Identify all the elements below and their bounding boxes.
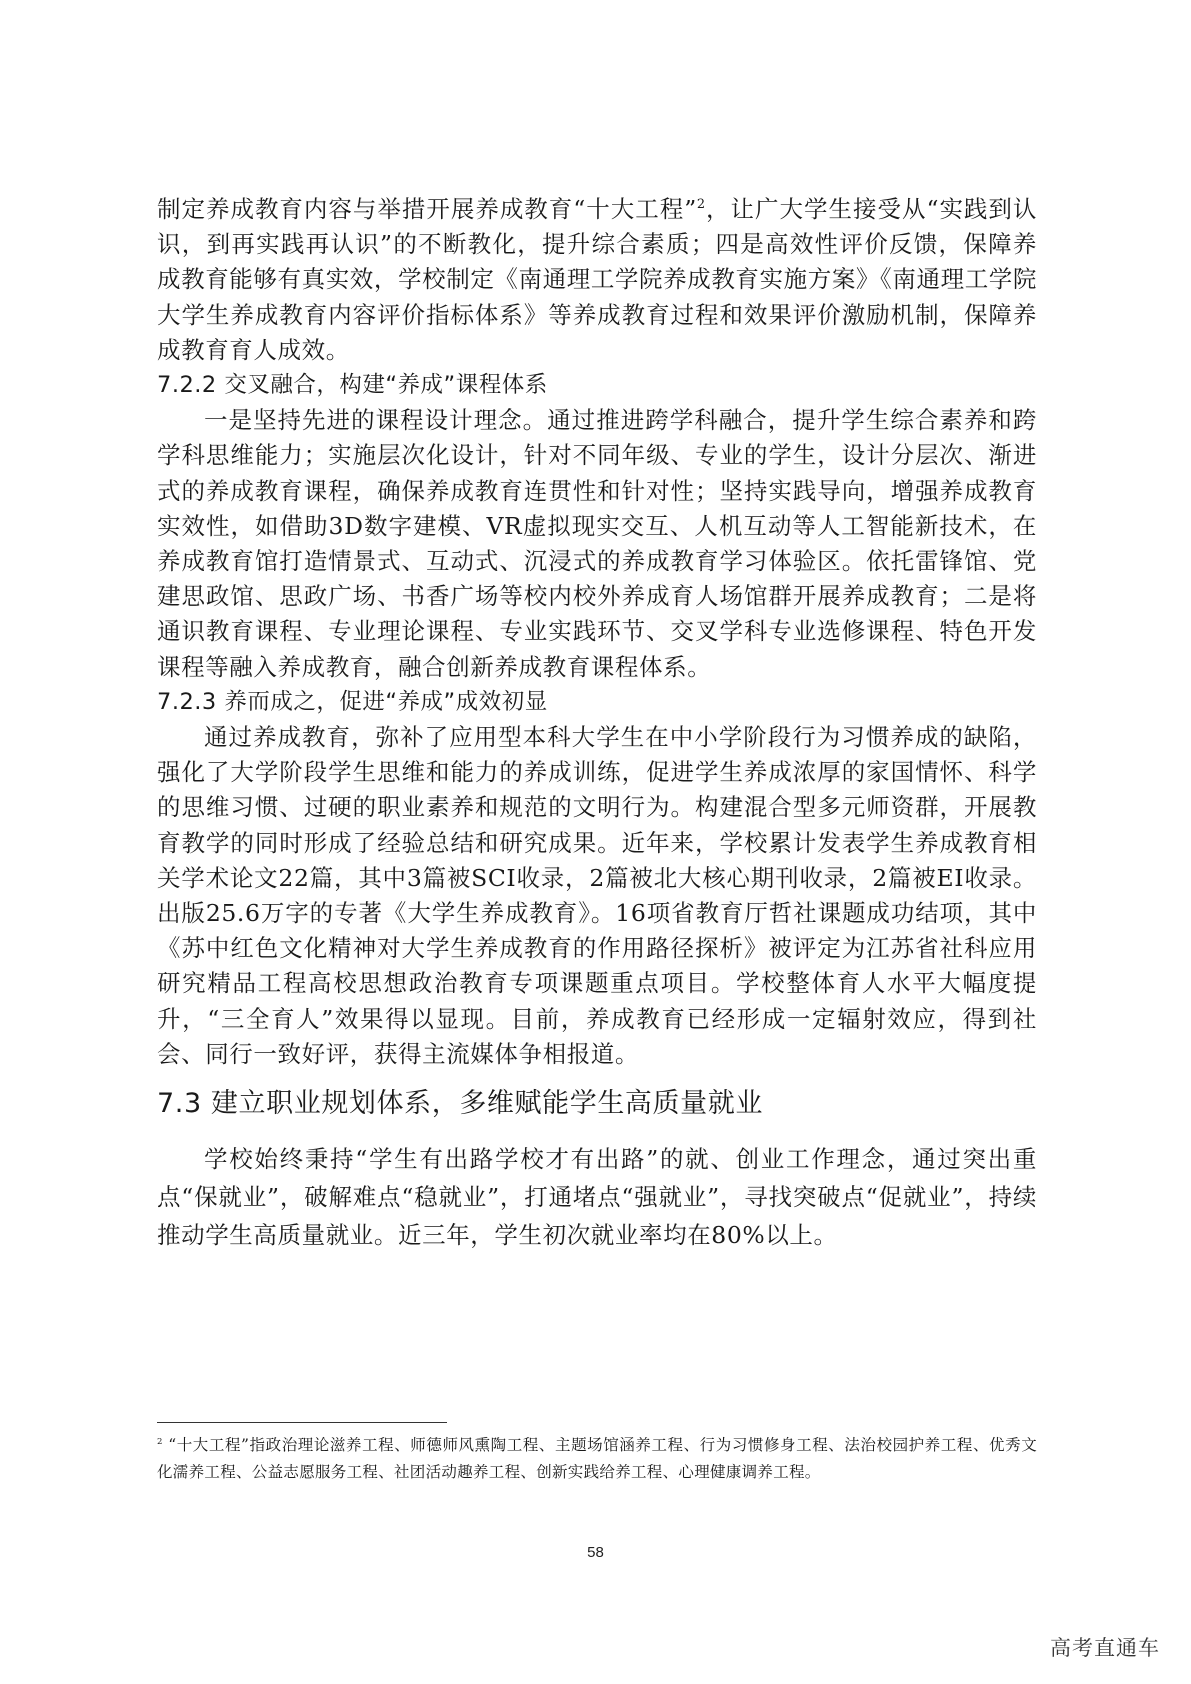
paragraph-intro: [157, 192, 1037, 368]
heading-7-2-2: 7.2.2 交叉融合，构建“养成”课程体系: [157, 372, 548, 399]
heading-7-2-3: 7.2.3 养而成之，促进“养成”成效初显: [157, 688, 548, 715]
page-number: 58: [587, 1544, 604, 1561]
heading-7-3: 7.3 建立职业规划体系，多维赋能学生高质量就业: [157, 1088, 763, 1120]
paragraph-7-3: 学校始终秉持“学生有出路学校才有出路”的就、创业工作理念，通过突出重点“保就业”，破解难点“稳就业”，打通堵点“强就业”，寻找突破点“促就业”，持续推动学生高质量就业。近三年，学生初次就业率均在80%以上。: [157, 1145, 1037, 1250]
footnote-separator: [157, 1422, 447, 1423]
footnote-text: “十大工程”指政治理论滋养工程、师德师风熏陶工程、主题场馆涵养工程、行为习惯修身工程、法治校园护养工程、优秀文化濡养工程、公益志愿服务工程、社团活动趣养工程、创新实践给养工程、心理健康调养工程。: [157, 1436, 1037, 1481]
footnote-marker: 2: [157, 1436, 163, 1447]
page-content: [157, 192, 1037, 1254]
footnote: [157, 1432, 1037, 1486]
paragraph-7-2-3: 通过养成教育，弥补了应用型本科大学生在中小学阶段行为习惯养成的缺陷，强化了大学阶段学生思维和能力的养成训练，促进学生养成浓厚的家国情怀、科学的思维习惯、过硬的职业素养和规范的文明行为。构建混合型多元师资群，开展教育教学的同时形成了经验总结和研究成果。近年来，学校累计发表学生养成教育相关学术论文22篇，其中3篇被SCI收录，2篇被北大核心期刊收录，2篇被EI收录。出版25.6万字的专著《大学生养成教育》。16项省教育厅哲社课题成功结项，其中《苏中红色文化精神对大学生养成教育的作用路径探析》被评定为江苏省社科应用研究精品工程高校思想政治教育专项课题重点项目。学校整体育人水平大幅度提升，“三全育人”效果得以显现。目前，养成教育已经形成一定辐射效应，得到社会、同行一致好评，获得主流媒体争相报道。: [157, 723, 1037, 1068]
paragraph-intro-rest: ，让广大学生接受从“实践到认识，到再实践再认识”的不断教化，提升综合素质；四是高效性评价反馈，保障养成教育能够有真实效，学校制定《南通理工学院养成教育实施方案》《南通理工学院大学生养成教育内容评价指标体系》等养成教育过程和效果评价激励机制，保障养成教育育人成效。: [157, 195, 1038, 364]
watermark: 高考直通车: [1050, 1636, 1160, 1660]
paragraph-7-2-2: 一是坚持先进的课程设计理念。通过推进跨学科融合，提升学生综合素养和跨学科思维能力；实施层次化设计，针对不同年级、专业的学生，设计分层次、渐进式的养成教育课程，确保养成教育连贯性和针对性；坚持实践导向，增强养成教育实效性，如借助3D数字建模、VR虚拟现实交互、人机互动等人工智能新技术，在养成教育馆打造情景式、互动式、沉浸式的养成教育学习体验区。依托雷锋馆、党建思政馆、思政广场、书香广场等校内校外养成育人场馆群开展养成教育；二是将通识教育课程、专业理论课程、专业实践环节、交叉学科专业选修课程、特色开发课程等融入养成教育，融合创新养成教育课程体系。: [157, 406, 1037, 681]
footnote-reference[interactable]: 2: [696, 197, 706, 213]
paragraph-intro-text: 制定养成教育内容与举措开展养成教育“十大工程”: [157, 195, 697, 223]
